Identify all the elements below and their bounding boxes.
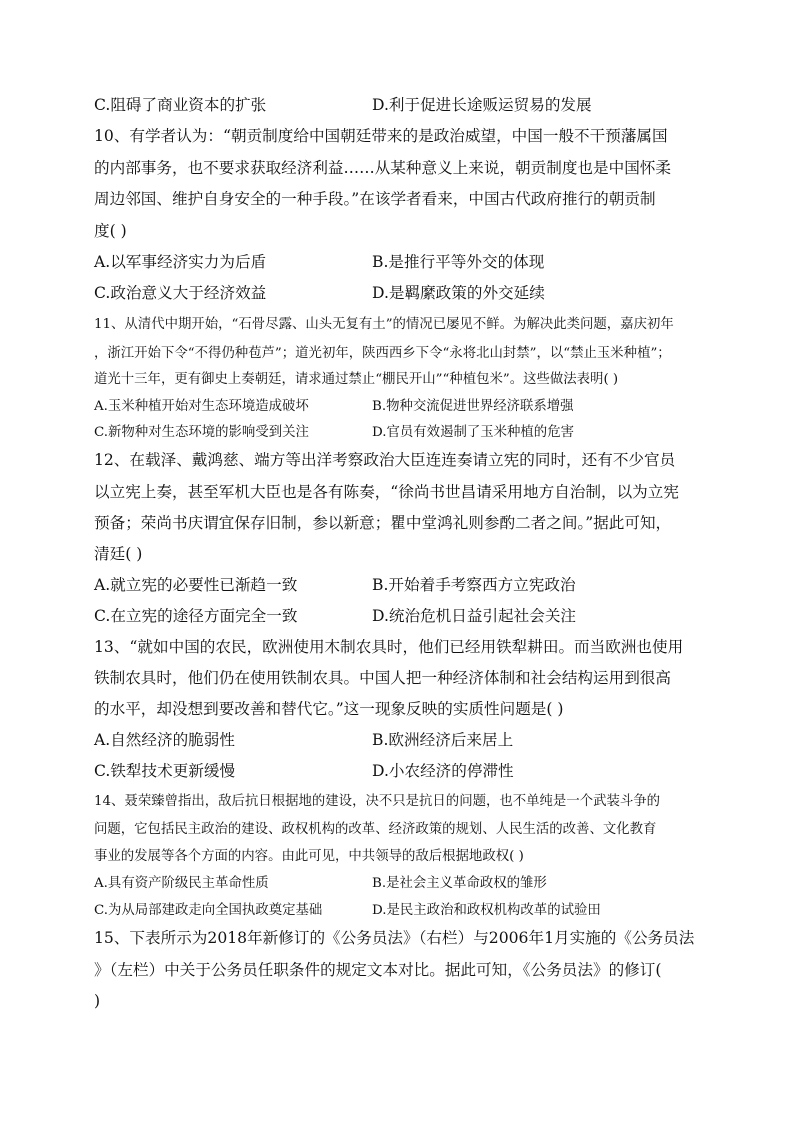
option-a: A.具有资产阶级民主革命性质 — [94, 876, 269, 891]
question-line: 的内部事务，也不要求获取经济利益……从某种意义上来说，朝贡制度也是中国怀柔 — [94, 159, 671, 177]
question-line: 度( ) — [94, 222, 127, 240]
option-c: C.阻碍了商业资本的扩张 — [94, 96, 267, 114]
option-c: C.新物种对生态环境的影响受到关注 — [94, 425, 309, 440]
question-line: 道光十三年，更有御史上奏朝廷，请求通过禁止“棚民开山”“种植包米”。这些做法表明( ) — [94, 372, 619, 387]
option-a: A.自然经济的脆弱性 — [94, 731, 235, 749]
option-b: B.是社会主义革命政权的雏形 — [372, 876, 547, 891]
question-line: 事业的发展等各个方面的内容。由此可见，中共领导的敌后根据地政权( ) — [94, 849, 524, 864]
question-line: 12、在载泽、戴鸿慈、端方等出洋考察政治大臣连连奏请立宪的同时，还有不少官员 — [94, 451, 676, 469]
question-line: 铁制农具时，他们仍在使用铁制农具。中国人把一种经济体制和社会结构运用到很高 — [94, 669, 671, 687]
option-d: D.是羁縻政策的外交延续 — [372, 284, 545, 302]
option-d: D.统治危机日益引起社会关注 — [372, 607, 577, 625]
question-line: 14、聂荣臻曾指出，敌后抗日根据地的建设，决不只是抗日的问题，也不单纯是一个武装斗争的 — [94, 794, 661, 809]
option-c: C.铁犁技术更新缓慢 — [94, 762, 236, 780]
question-line: 清廷( ) — [94, 545, 143, 563]
option-d: D.官员有效遏制了玉米种植的危害 — [372, 425, 574, 440]
question-line: 周边邻国、维护自身安全的一种手段。”在该学者看来，中国古代政府推行的朝贡制 — [94, 190, 656, 208]
option-d: D.小农经济的停滞性 — [372, 762, 514, 780]
option-a: A.以军事经济实力为后盾 — [94, 253, 267, 271]
question-line: 的水平，却没想到要改善和替代它。”这一现象反映的实质性问题是( ) — [94, 700, 564, 718]
option-c: C.在立宪的途径方面完全一致 — [94, 607, 298, 625]
option-b: B.物种交流促进世界经济联系增强 — [372, 399, 574, 414]
option-c: C.政治意义大于经济效益 — [94, 284, 267, 302]
question-line: 13、“就如中国的农民，欧洲使用木制农具时，他们已经用铁犁耕田。而当欧洲也使用 — [94, 638, 684, 656]
option-a: A.就立宪的必要性已渐趋一致 — [94, 576, 298, 594]
question-line: 预备；荣尚书庆谓宜保存旧制，参以新意；瞿中堂鸿礼则参酌二者之间。”据此可知， — [94, 514, 672, 532]
option-b: B.是推行平等外交的体现 — [372, 253, 545, 271]
question-line: 问题，它包括民主政治的建设、政权机构的改革、经济政策的规划、人民生活的改善、文化教育 — [94, 822, 657, 837]
question-line: 11、从清代中期开始，“石骨尽露、山头无复有土”的情况已屡见不鲜。为解决此类问题，嘉庆初年 — [94, 317, 674, 332]
option-a: A.玉米种植开始对生态环境造成破坏 — [94, 399, 309, 414]
question-line: 以立宪上奏，甚至军机大臣也是各有陈奏，“徐尚书世昌请采用地方自治制，以为立宪 — [94, 483, 679, 501]
option-c: C.为从局部建政走向全国执政奠定基础 — [94, 903, 323, 918]
question-line: 》（左栏）中关于公务员任职条件的规定文本对比。据此可知，《公务员法》的修订( — [94, 961, 662, 979]
question-line: ，浙江开始下令“不得仍种苞芦”；道光初年，陕西西乡下令“永将北山封禁”，以“禁止玉米种植”； — [94, 346, 671, 361]
option-d: D.是民主政治和政权机构改革的试验田 — [372, 903, 601, 918]
question-line: ) — [94, 992, 101, 1010]
question-line: 15、下表所示为2018年新修订的《公务员法》（右栏）与2006年1月实施的《公务员法 — [94, 929, 695, 947]
option-d: D.利于促进长途贩运贸易的发展 — [372, 96, 592, 114]
option-b: B.欧洲经济后来居上 — [372, 731, 514, 749]
option-b: B.开始着手考察西方立宪政治 — [372, 576, 576, 594]
question-line: 10、有学者认为：“朝贡制度给中国朝廷带来的是政治威望，中国一般不干预藩属国 — [94, 127, 668, 145]
